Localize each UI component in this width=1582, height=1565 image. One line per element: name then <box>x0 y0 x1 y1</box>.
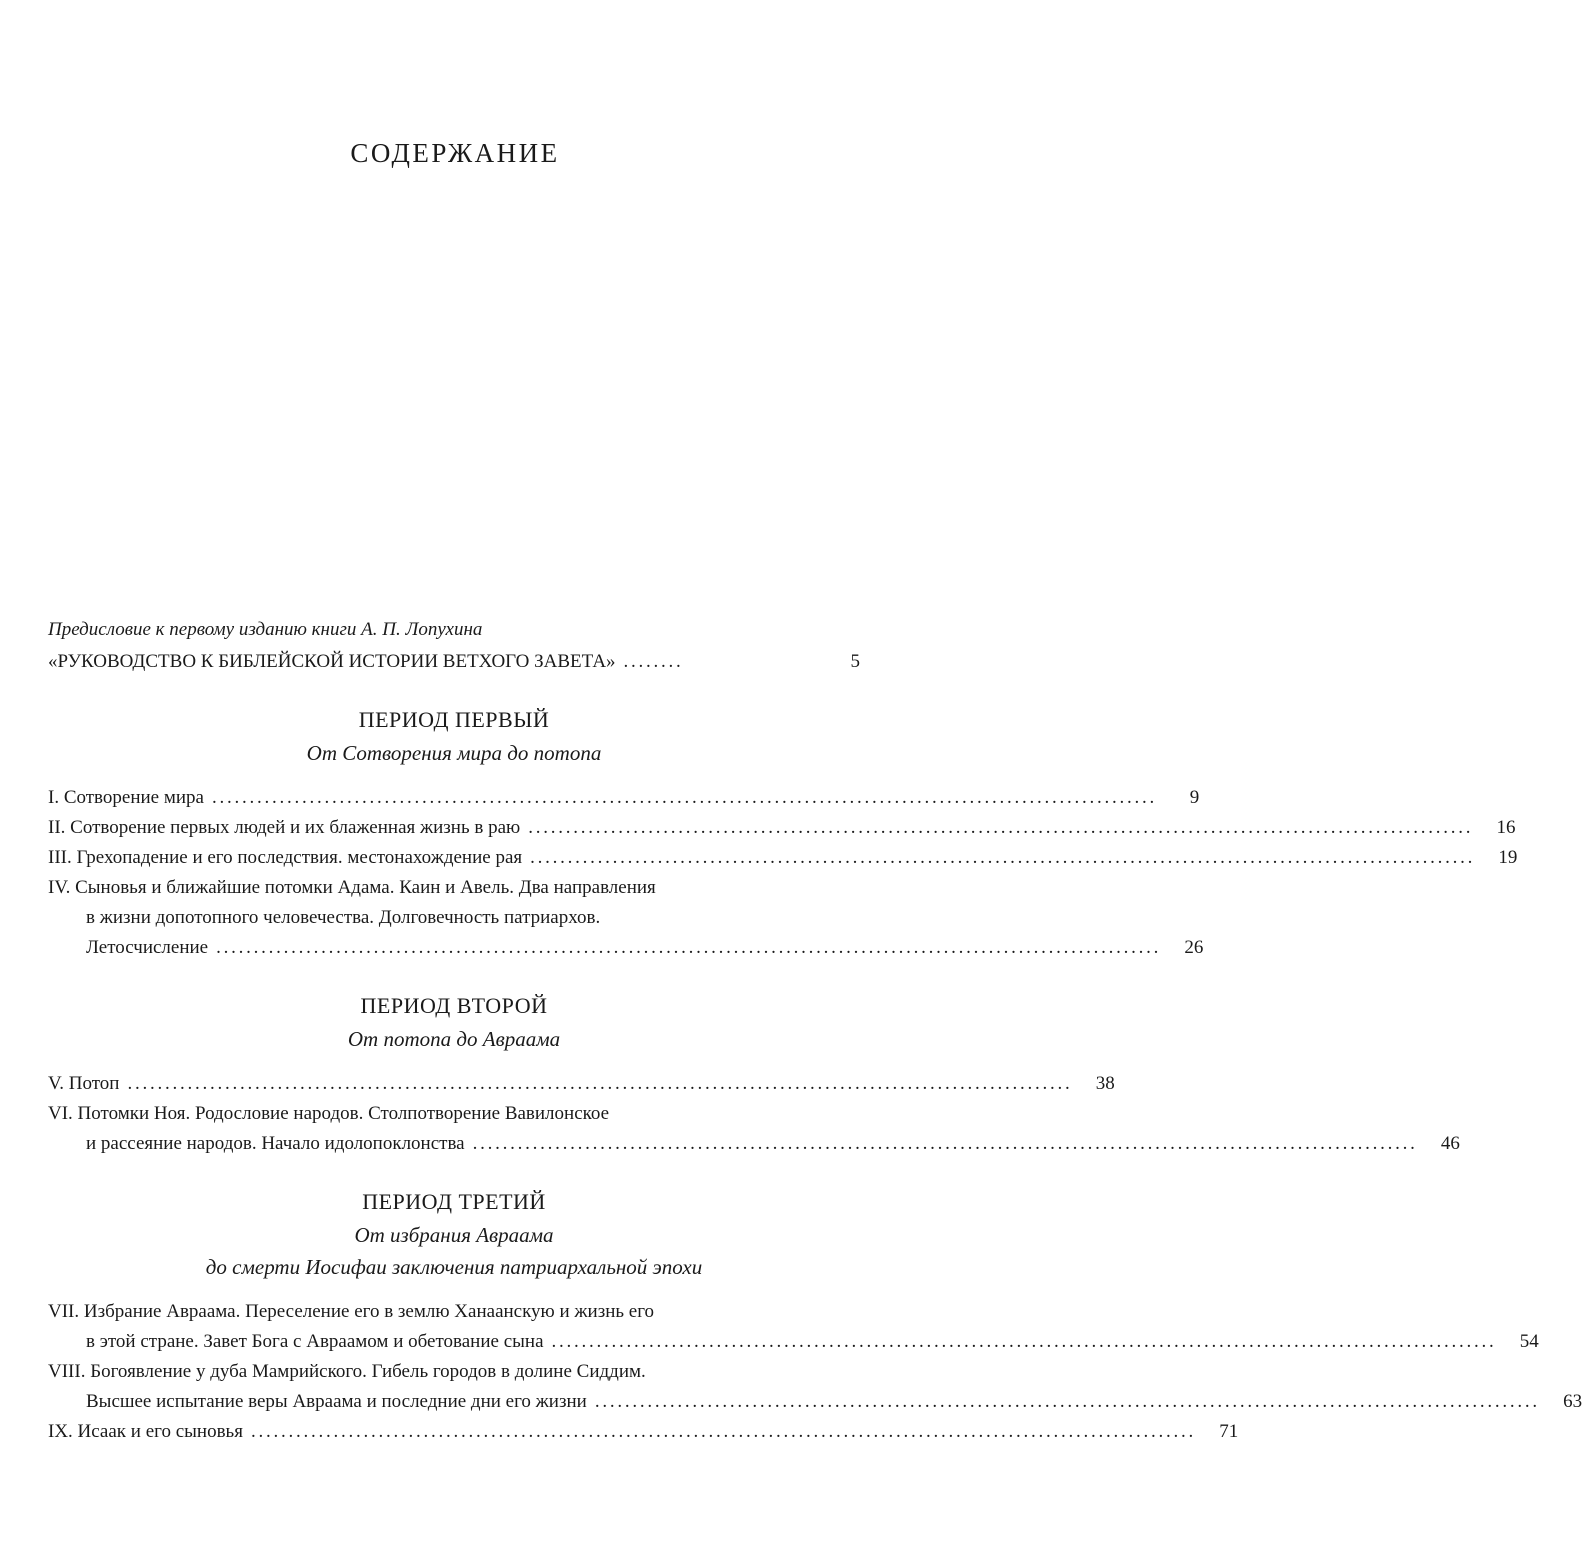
period-heading: ПЕРИОД ПЕРВЫЙ <box>358 707 550 732</box>
toc-entry[interactable] <box>48 1417 1239 1447</box>
leader-dots <box>212 783 1153 813</box>
leader-dots <box>595 1387 1536 1417</box>
toc-entry-text: III. Грехопадение и его последствия. местонахождение рая <box>48 847 523 868</box>
page-number: 38 <box>1095 1073 1115 1094</box>
page-number: 54 <box>1519 1331 1539 1352</box>
period-heading: ПЕРИОД ТРЕТИЙ <box>362 1189 546 1214</box>
page-number: 63 <box>1563 1391 1582 1412</box>
toc-entry-continuation <box>48 1327 1539 1357</box>
toc-entry[interactable] <box>48 873 860 903</box>
period-heading: ПЕРИОД ВТОРОЙ <box>360 993 548 1018</box>
preface-intro: Предисловие к первому изданию книги А. П. Лопухина <box>48 619 483 640</box>
toc-entry-text: VIII. Богоявление у дуба Мамрийского. Гибель городов в долине Сиддим. <box>48 1361 646 1382</box>
page-number: 5 <box>850 651 860 672</box>
toc-entry[interactable] <box>48 783 1200 813</box>
toc-entry-text: Высшее испытание веры Авраама и последние дни его жизни <box>86 1391 587 1412</box>
toc-entry-text: VII. Избрание Авраама. Переселение его в землю Ханаанскую и жизнь его <box>48 1301 655 1322</box>
page-number: 9 <box>1189 787 1200 808</box>
page-number: 71 <box>1219 1421 1239 1442</box>
leader-dots <box>216 933 1157 963</box>
leader-dots <box>530 843 1471 873</box>
toc-entry-text: IV. Сыновья и ближайшие потомки Адама. Каин и Авель. Два направления <box>48 877 656 898</box>
toc-entry[interactable] <box>48 1357 860 1387</box>
toc-entry-continuation <box>48 1129 1460 1159</box>
toc-entry-preface[interactable] <box>48 647 860 677</box>
leader-dots <box>528 813 1469 843</box>
toc-entry-continuation <box>48 1387 1582 1417</box>
leader-dots <box>473 1129 1414 1159</box>
toc-entry[interactable] <box>48 1099 860 1129</box>
toc-entry-text: в жизни допотопного человечества. Долговечность патриархов. <box>86 907 601 928</box>
toc-entry-continuation <box>48 903 860 933</box>
toc-entry[interactable] <box>48 813 1516 843</box>
toc-entry-text: Летосчисление <box>86 937 209 958</box>
leader-dots <box>552 1327 1493 1357</box>
toc-entry-text: II. Сотворение первых людей и их блаженная жизнь в раю <box>48 817 521 838</box>
toc-entry[interactable] <box>48 1069 1115 1099</box>
toc-entry-text: IX. Исаак и его сыновья <box>48 1421 243 1442</box>
page-number: 46 <box>1440 1133 1460 1154</box>
toc-entry[interactable] <box>48 843 1518 873</box>
toc-entry-text: и рассеяние народов. Начало идолопоклонства <box>86 1133 465 1154</box>
page-title: СОДЕРЖАНИЕ <box>350 138 560 168</box>
toc-entry[interactable] <box>48 1297 860 1327</box>
toc-entry-text: в этой стране. Завет Бога с Авраамом и обетование сына <box>86 1331 544 1352</box>
page-number: 26 <box>1184 937 1204 958</box>
toc-entry-text: VI. Потомки Ноя. Родословие народов. Столпотворение Вавилонское <box>48 1103 610 1124</box>
toc-entry-continuation <box>48 933 1204 963</box>
leader-dots <box>251 1417 1192 1447</box>
period-subtitle: От потопа до Авраама <box>347 1027 561 1051</box>
leader-dots <box>624 647 814 677</box>
leader-dots <box>127 1069 1068 1099</box>
toc-entry-text: I. Сотворение мира <box>48 787 204 808</box>
table-of-contents <box>48 615 1582 1447</box>
period-subtitle: От Сотворения мира до потопа <box>306 741 602 765</box>
page-number: 16 <box>1496 817 1516 838</box>
page-number: 19 <box>1498 847 1518 868</box>
toc-entry-text: «РУКОВОДСТВО К БИБЛЕЙСКОЙ ИСТОРИИ ВЕТХОГО ЗАВЕТА» <box>48 651 616 672</box>
period-subtitle: до смерти Иосифаи заключения патриархальной эпохи <box>205 1255 703 1279</box>
period-subtitle: От избрания Авраама <box>354 1223 554 1247</box>
toc-entry-text: V. Потоп <box>48 1073 120 1094</box>
